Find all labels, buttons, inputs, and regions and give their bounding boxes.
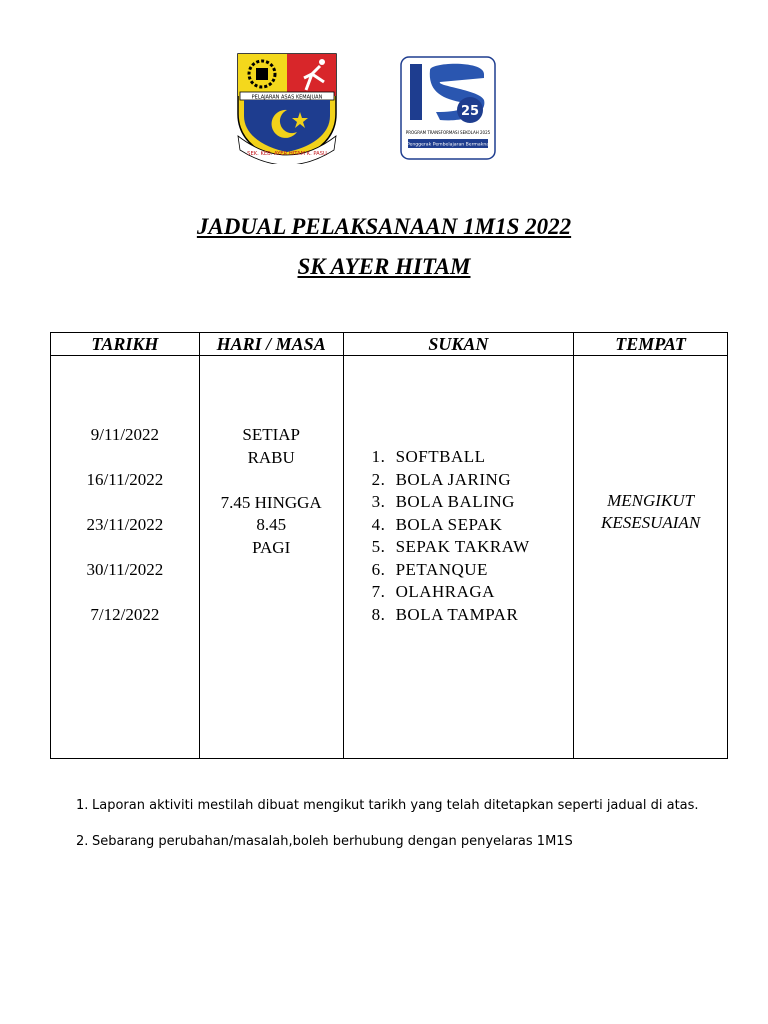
list-item: 7. OLAHRAGA — [371, 582, 495, 601]
sukan-list — [372, 446, 530, 626]
masa-line: 8.45 — [256, 515, 287, 534]
crest-banner-text: PELAJARAN ASAS KEMAJUAN — [251, 94, 323, 101]
cell-hari-masa — [199, 356, 343, 759]
list-item: 3. BOLA BALING — [371, 492, 515, 511]
schedule-table — [50, 332, 728, 759]
list-item: 1. SOFTBALL — [371, 447, 486, 466]
list-item: 4. BOLA SEPAK — [371, 514, 503, 534]
masa-line: PAGI — [252, 537, 291, 557]
pts-line1: PROGRAM TRANSFORMASI SEKOLAH 2025 — [405, 130, 491, 135]
cell-tarikh — [51, 356, 200, 759]
note-1: 1. Laporan aktiviti mestilah dibuat mengikut tarikh yang telah ditetapkan seperti jadual di atas. — [76, 798, 699, 813]
tempat-line: KESESUAIAN — [601, 513, 701, 532]
page-subtitle: SK AYER HITAM — [297, 254, 471, 279]
masa-line: 7.45 HINGGA — [220, 492, 322, 512]
tempat-line: MENGIKUT — [607, 491, 695, 510]
col-header-hari-masa: HARI / MASA — [199, 333, 343, 356]
cell-tempat — [574, 356, 728, 759]
list-item: 6. PETANQUE — [371, 559, 488, 579]
table-header-row — [51, 333, 728, 356]
hari-line: RABU — [247, 447, 295, 467]
pts-line2: Penggerak Pembelajaran Bermakna — [406, 142, 490, 148]
col-header-tarikh: TARIKH — [51, 333, 200, 356]
note-2: 2. Sebarang perubahan/masalah,boleh berhubung dengan penyelaras 1M1S — [76, 834, 573, 849]
date-item: 30/11/2022 — [86, 560, 164, 579]
hari-spacer — [200, 469, 343, 492]
list-item: 8. BOLA TAMPAR — [371, 604, 519, 624]
school-crest-logo — [236, 52, 338, 164]
cell-sukan — [343, 356, 574, 759]
list-item: 5. SEPAK TAKRAW — [371, 537, 530, 556]
crest-ribbon-text: SEK. KEB. AYER HITAM K. PASU — [247, 151, 327, 157]
pts-2025-logo — [400, 56, 496, 160]
col-header-sukan: SUKAN — [343, 333, 574, 356]
col-header-tempat: TEMPAT — [574, 333, 728, 356]
pts-number: 25 — [460, 104, 480, 119]
date-item: 23/11/2022 — [86, 515, 164, 534]
table-row — [51, 356, 728, 759]
hari-line: SETIAP — [242, 425, 300, 444]
list-item: 2. BOLA JARING — [371, 469, 512, 489]
date-item: 7/12/2022 — [90, 605, 160, 624]
date-item: 16/11/2022 — [86, 470, 164, 489]
page-title: JADUAL PELAKSANAAN 1M1S 2022 — [196, 214, 572, 239]
date-item: 9/11/2022 — [90, 425, 160, 444]
